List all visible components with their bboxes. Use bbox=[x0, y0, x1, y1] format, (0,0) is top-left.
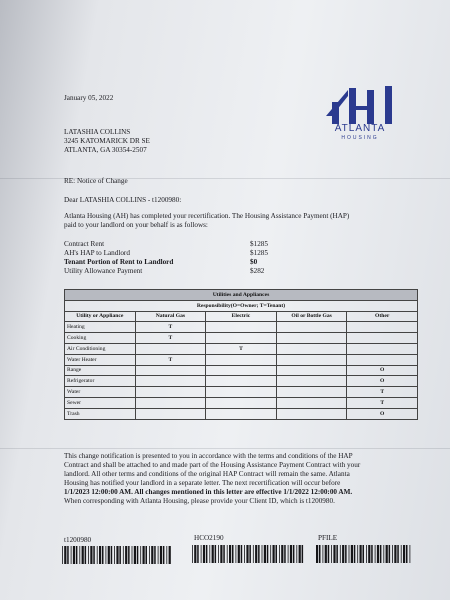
responsibility-cell bbox=[276, 397, 347, 408]
responsibility-cell bbox=[206, 354, 277, 365]
utility-name: Refrigerator bbox=[65, 376, 136, 387]
table-row bbox=[65, 397, 418, 408]
barcode bbox=[62, 546, 172, 564]
responsibility-cell: T bbox=[135, 354, 206, 365]
closing-line: Housing has notified your landlord in a separate letter. The next recertification will occur before bbox=[64, 479, 341, 487]
recipient-city: ATLANTA, GA 30354-2507 bbox=[64, 146, 147, 154]
utility-name: Range bbox=[65, 365, 136, 376]
paper-fold bbox=[0, 448, 450, 449]
column-header: Utility or Appliance bbox=[65, 311, 136, 322]
closing-line: When corresponding with Atlanta Housing, please provide your Client ID, which is t1200980. bbox=[64, 497, 335, 505]
utility-name: Water bbox=[65, 387, 136, 398]
responsibility-cell: T bbox=[206, 343, 277, 354]
utility-name: Air Conditioning bbox=[65, 343, 136, 354]
letter-date: January 05, 2022 bbox=[64, 94, 114, 102]
responsibility-cell bbox=[276, 322, 347, 333]
table-row bbox=[65, 408, 418, 419]
recipient-name: LATASHIA COLLINS bbox=[64, 128, 131, 136]
responsibility-cell bbox=[135, 343, 206, 354]
utility-name: Sewer bbox=[65, 397, 136, 408]
utility-name: Water Heater bbox=[65, 354, 136, 365]
responsibility-cell bbox=[206, 333, 277, 344]
responsibility-cell: O bbox=[347, 365, 418, 376]
barcode bbox=[192, 545, 304, 563]
responsibility-cell bbox=[276, 333, 347, 344]
file-code: PFILE bbox=[318, 534, 338, 542]
utility-name: Heating bbox=[65, 322, 136, 333]
responsibility-cell bbox=[276, 387, 347, 398]
responsibility-cell bbox=[206, 365, 277, 376]
table-row bbox=[65, 333, 418, 344]
closing-line: 1/1/2023 12:00:00 AM. All changes mentioned in this letter are effective 1/1/2022 12:00:00 AM. bbox=[64, 488, 353, 496]
client-id-code: t1200980 bbox=[64, 536, 92, 544]
responsibility-cell bbox=[206, 387, 277, 398]
responsibility-cell bbox=[347, 343, 418, 354]
responsibility-cell: T bbox=[135, 322, 206, 333]
responsibility-cell bbox=[347, 333, 418, 344]
subject-line: RE: Notice of Change bbox=[64, 177, 128, 185]
intro-line-2: paid to your landlord on your behalf is as follows: bbox=[64, 221, 208, 229]
column-header: Natural Gas bbox=[135, 311, 206, 322]
column-header: Oil or Bottle Gas bbox=[276, 311, 347, 322]
payment-label: Contract Rent bbox=[64, 240, 105, 248]
table-row bbox=[65, 376, 418, 387]
table-title-row bbox=[65, 290, 418, 301]
recipient-street: 3245 KATOMARICK DR SE bbox=[64, 137, 150, 145]
payment-label: Tenant Portion of Rent to Landlord bbox=[64, 258, 174, 266]
payment-label: Utility Allowance Payment bbox=[64, 267, 143, 275]
table-row bbox=[65, 354, 418, 365]
responsibility-cell bbox=[206, 322, 277, 333]
responsibility-cell bbox=[135, 387, 206, 398]
column-header: Other bbox=[347, 311, 418, 322]
table-row bbox=[65, 343, 418, 354]
closing-line: landlord. All other terms and conditions of the original HAP Contract will remain the same. Atlanta bbox=[64, 470, 350, 478]
logo-subtitle: HOUSING bbox=[341, 135, 379, 141]
payment-value: $282 bbox=[250, 267, 265, 275]
responsibility-cell: T bbox=[347, 387, 418, 398]
responsibility-cell bbox=[276, 376, 347, 387]
payment-value: $0 bbox=[250, 258, 258, 266]
payment-value: $1285 bbox=[250, 249, 268, 257]
payment-value: $1285 bbox=[250, 240, 268, 248]
utilities-table bbox=[64, 289, 418, 420]
responsibility-cell bbox=[347, 322, 418, 333]
salutation: Dear LATASHIA COLLINS - t1200980: bbox=[64, 196, 182, 204]
table-legend: Responsibility(O=Owner; T=Tenant) bbox=[65, 300, 418, 311]
closing-line: This change notification is presented to you in accordance with the terms and conditions of the HAP bbox=[64, 452, 353, 460]
responsibility-cell bbox=[276, 354, 347, 365]
column-header: Electric bbox=[206, 311, 277, 322]
responsibility-cell bbox=[135, 365, 206, 376]
responsibility-cell: T bbox=[135, 333, 206, 344]
responsibility-cell: O bbox=[347, 376, 418, 387]
responsibility-cell bbox=[206, 397, 277, 408]
responsibility-cell bbox=[206, 408, 277, 419]
payment-label: AH's HAP to Landlord bbox=[64, 249, 130, 257]
responsibility-cell: T bbox=[347, 397, 418, 408]
responsibility-cell bbox=[276, 343, 347, 354]
table-header-row bbox=[65, 311, 418, 322]
responsibility-cell bbox=[276, 365, 347, 376]
responsibility-cell bbox=[135, 408, 206, 419]
intro-line-1: Atlanta Housing (AH) has completed your recertification. The Housing Assistance Payment (HAP) bbox=[64, 212, 350, 220]
table-row bbox=[65, 322, 418, 333]
table-row bbox=[65, 365, 418, 376]
barcode bbox=[316, 545, 412, 563]
table-legend-row bbox=[65, 300, 418, 311]
responsibility-cell bbox=[135, 376, 206, 387]
closing-line: Contract and shall be attached to and made part of the Housing Assistance Payment Contract with your bbox=[64, 461, 361, 469]
utility-name: Trash bbox=[65, 408, 136, 419]
responsibility-cell bbox=[206, 376, 277, 387]
responsibility-cell bbox=[347, 354, 418, 365]
table-row bbox=[65, 387, 418, 398]
logo-wordmark: ATLANTA bbox=[334, 123, 386, 134]
table-title: Utilities and Appliances bbox=[65, 290, 418, 301]
utility-name: Cooking bbox=[65, 333, 136, 344]
responsibility-cell bbox=[135, 397, 206, 408]
responsibility-cell: O bbox=[347, 408, 418, 419]
responsibility-cell bbox=[276, 408, 347, 419]
office-code: HCO2190 bbox=[194, 534, 224, 542]
